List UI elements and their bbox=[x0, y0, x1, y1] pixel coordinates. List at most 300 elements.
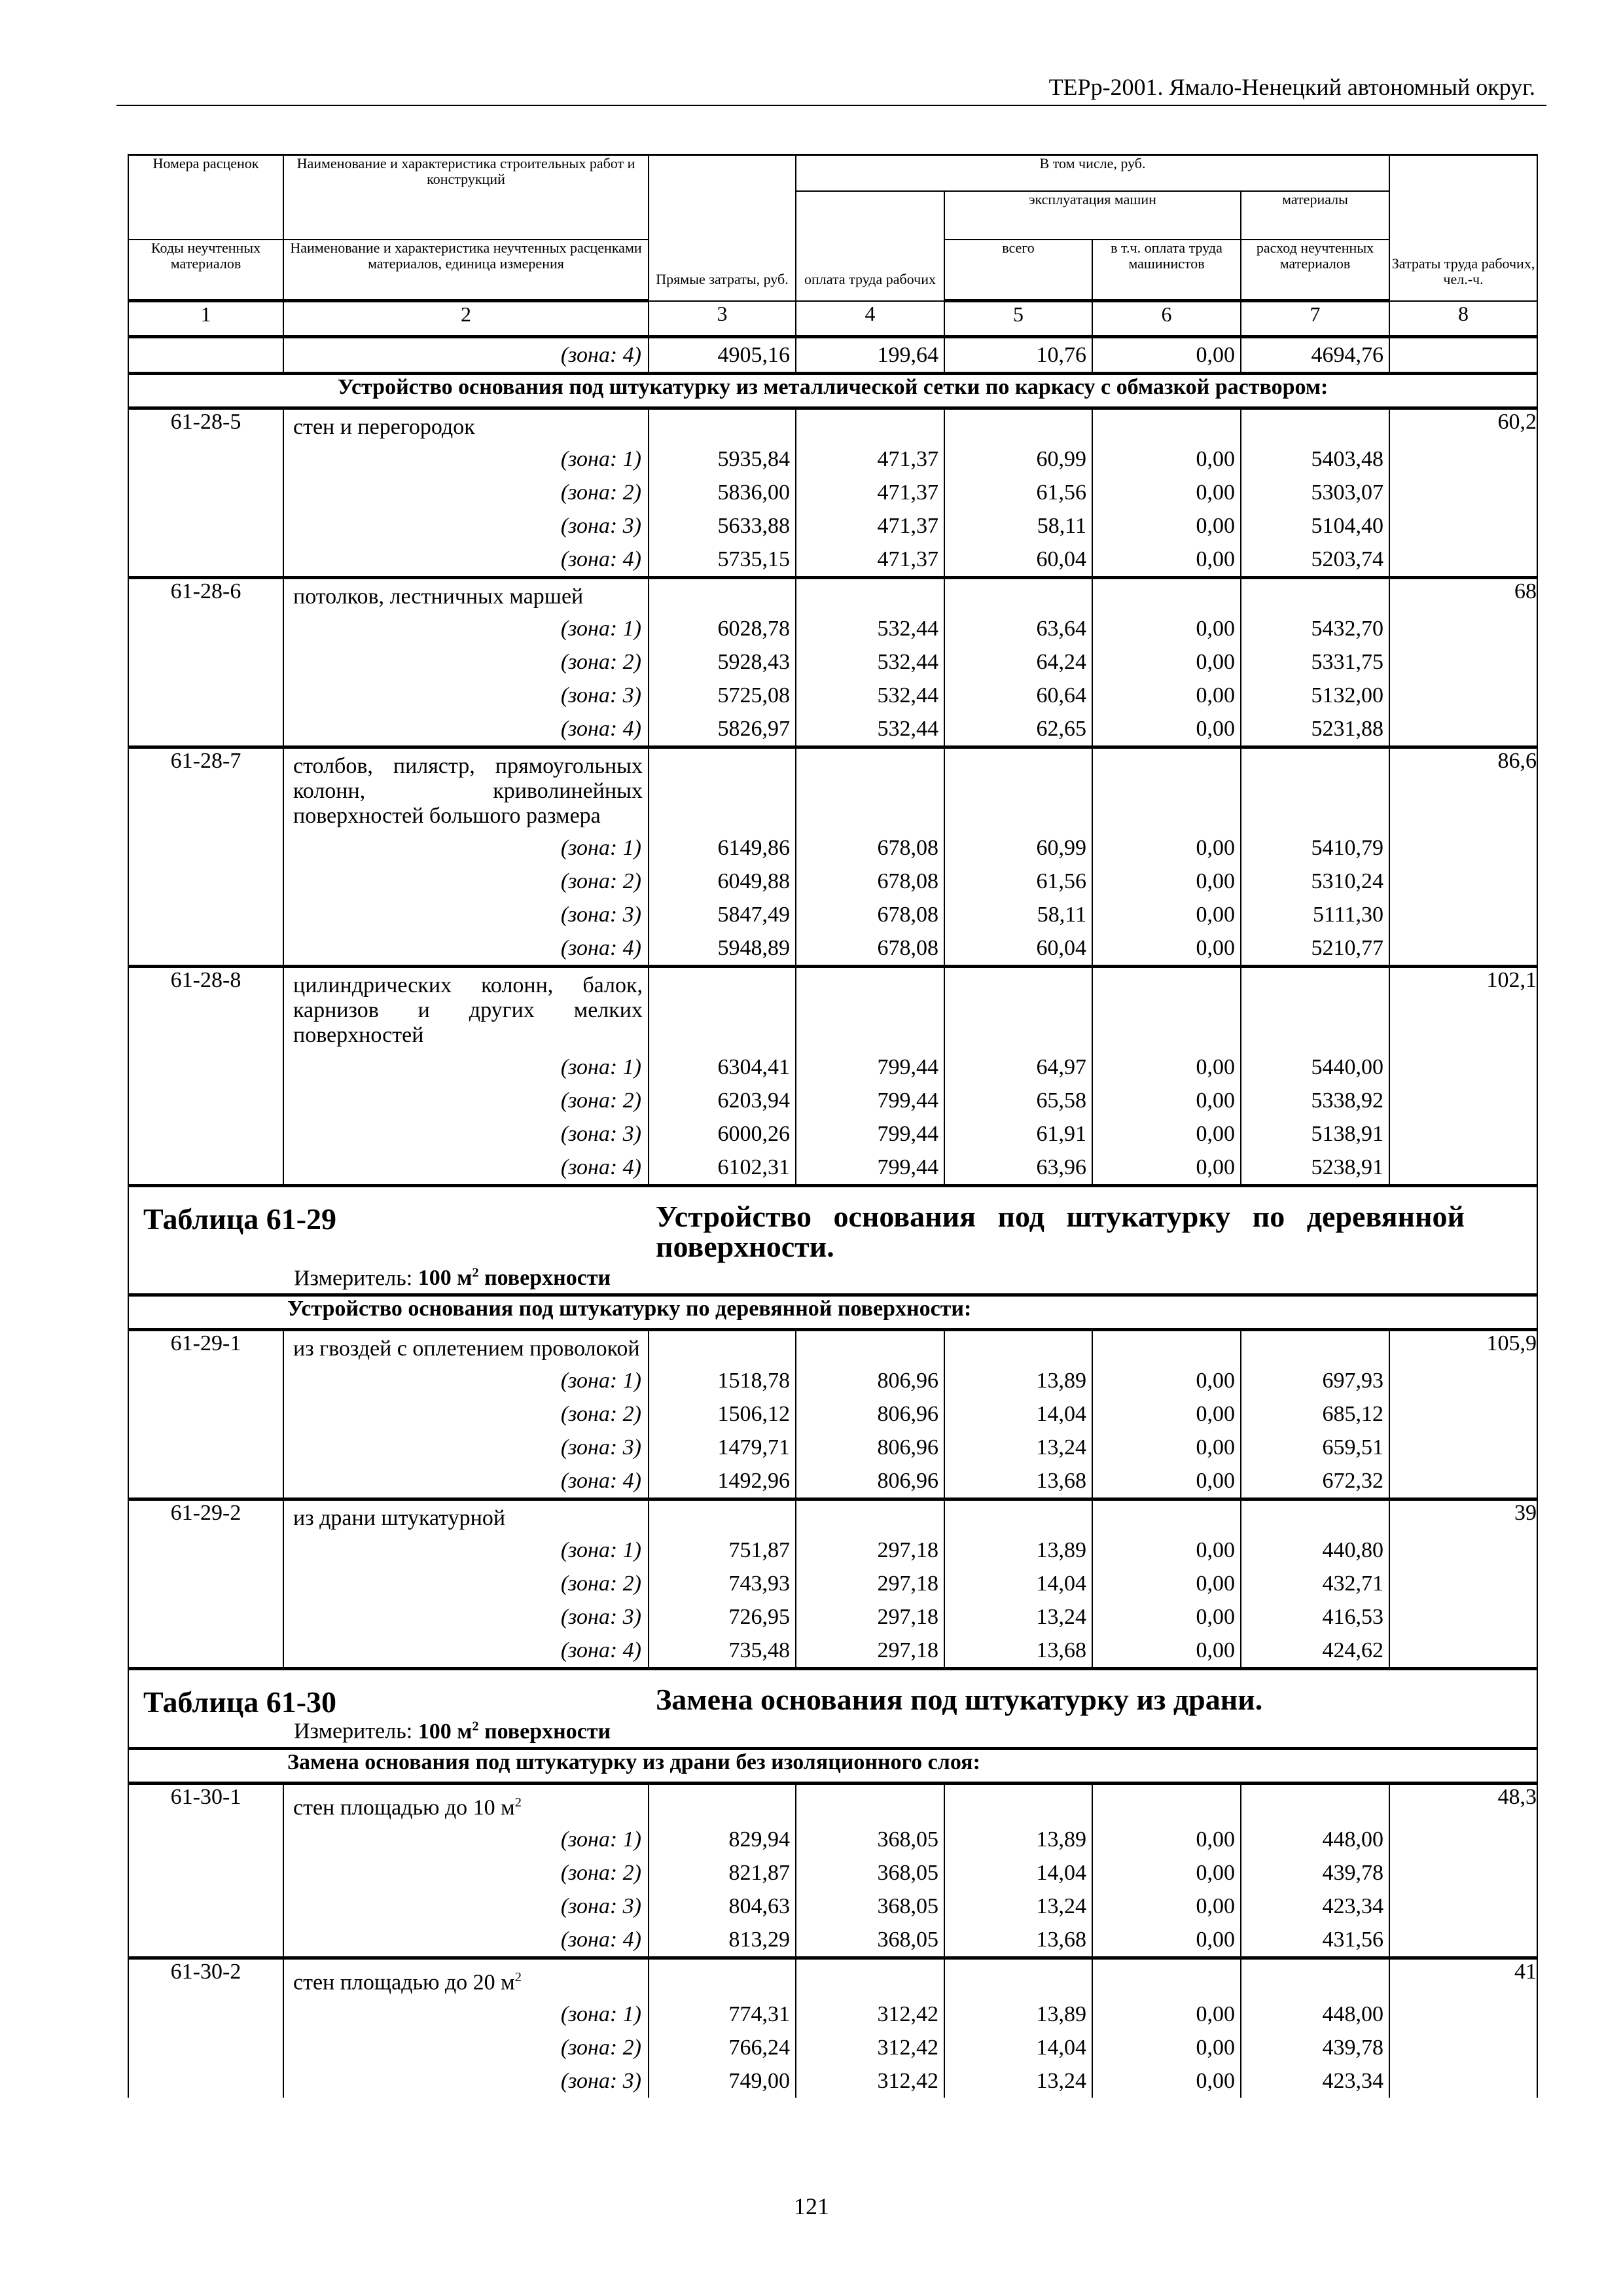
zone-label: (зона: 2) bbox=[560, 869, 641, 893]
machines-total-cell bbox=[944, 337, 1092, 374]
labor-hours: 68 bbox=[1389, 578, 1537, 747]
rate-group-row bbox=[128, 408, 1537, 578]
machinist-pay-cell bbox=[1092, 337, 1241, 374]
rate-description bbox=[284, 968, 648, 1050]
machinist-pay-value: 0,00 bbox=[1196, 514, 1235, 538]
zone-label: (зона: 1) bbox=[560, 1055, 641, 1079]
machines-total-value: 61,91 bbox=[1036, 1122, 1086, 1146]
zone-label: (зона: 3) bbox=[560, 514, 641, 538]
spacer bbox=[1093, 1331, 1240, 1364]
direct-cost-cell bbox=[649, 1499, 796, 1669]
labor-pay-value: 297,18 bbox=[877, 1605, 938, 1630]
materials-cost-value: 448,00 bbox=[1322, 1827, 1384, 1852]
spacer bbox=[945, 1501, 1092, 1534]
labor-pay-value: 532,44 bbox=[877, 717, 938, 741]
rate-description-exponent: 2 bbox=[514, 1795, 522, 1810]
rate-code: 61-30-2 bbox=[128, 1958, 283, 2098]
spacer bbox=[945, 410, 1092, 442]
direct-cost-cell bbox=[649, 1958, 796, 2098]
materials-cost-cell bbox=[1241, 1783, 1389, 1958]
zone-label: (зона: 1) bbox=[560, 1538, 641, 1563]
zone-label: (зона: 1) bbox=[560, 1369, 641, 1393]
machines-total-value: 14,04 bbox=[1036, 1402, 1086, 1427]
header-materials: материалы bbox=[1241, 191, 1389, 240]
machines-total-value: 14,04 bbox=[1036, 1571, 1086, 1596]
spacer bbox=[1093, 1501, 1240, 1534]
labor-pay-value: 678,08 bbox=[877, 836, 938, 860]
section-heading: Устройство основания под штукатурку из металлической сетки по каркасу с обмазкой раствором: bbox=[128, 374, 1537, 408]
rate-description-cell bbox=[283, 967, 649, 1186]
machines-total-cell bbox=[944, 747, 1092, 967]
machines-total-value: 13,24 bbox=[1036, 2068, 1086, 2093]
rate-description-text: стен площадью до 10 м bbox=[293, 1795, 515, 1820]
rate-description-text: стен и перегородок bbox=[293, 415, 475, 439]
machinist-pay-value: 0,00 bbox=[1196, 1827, 1235, 1852]
table-title-block bbox=[129, 1670, 1537, 1746]
labor-pay-cell bbox=[796, 1783, 944, 1958]
rate-description-cell bbox=[283, 747, 649, 967]
machinist-pay-value: 0,00 bbox=[1196, 2001, 1235, 2026]
labor-pay-value: 799,44 bbox=[877, 1088, 938, 1113]
labor-pay-value: 297,18 bbox=[877, 1638, 938, 1663]
materials-cost-value: 697,93 bbox=[1322, 1369, 1384, 1393]
direct-cost-cell bbox=[649, 578, 796, 747]
zone-label: (зона: 2) bbox=[560, 1860, 641, 1885]
machines-total-cell bbox=[944, 578, 1092, 747]
zone-label: (зона: 2) bbox=[560, 2036, 641, 2060]
spacer bbox=[1093, 1785, 1240, 1823]
labor-pay-value: 199,64 bbox=[877, 343, 938, 367]
rate-description bbox=[284, 1331, 648, 1364]
zone-label: (зона: 1) bbox=[560, 447, 641, 471]
column-number: 1 bbox=[128, 301, 283, 337]
rate-description-cell bbox=[283, 1330, 649, 1499]
zone-label: (зона: 4) bbox=[560, 936, 641, 960]
column-number: 3 bbox=[649, 301, 796, 337]
direct-cost-value: 1506,12 bbox=[717, 1402, 790, 1427]
machines-total-value: 60,99 bbox=[1036, 447, 1086, 471]
column-number: 6 bbox=[1092, 301, 1241, 337]
spacer bbox=[796, 1331, 944, 1364]
direct-cost-value: 6049,88 bbox=[717, 869, 790, 893]
direct-cost-value: 6000,26 bbox=[717, 1122, 790, 1146]
machinist-pay-value: 0,00 bbox=[1196, 1927, 1235, 1952]
zone-label: (зона: 4) bbox=[560, 547, 641, 571]
spacer bbox=[945, 1331, 1092, 1364]
table-name: Устройство основания под штукатурку по деревянной поверхности. bbox=[656, 1200, 1465, 1263]
materials-cost-value: 5303,07 bbox=[1311, 480, 1384, 505]
rate-code: 61-28-5 bbox=[128, 408, 283, 578]
measure-unit-text: поверхности bbox=[484, 1719, 611, 1744]
materials-cost-value: 439,78 bbox=[1322, 2035, 1384, 2060]
spacer bbox=[1241, 1960, 1389, 1998]
materials-cost-value: 439,78 bbox=[1322, 1860, 1384, 1885]
labor-pay-cell bbox=[796, 578, 944, 747]
measure-unit bbox=[294, 1715, 1537, 1746]
machines-total-cell bbox=[944, 1783, 1092, 1958]
direct-cost-cell bbox=[649, 337, 796, 374]
materials-cost-value: 5111,30 bbox=[1313, 903, 1384, 927]
rate-description bbox=[284, 749, 648, 831]
spacer bbox=[649, 1960, 795, 1998]
machinist-pay-cell bbox=[1092, 747, 1241, 967]
machinist-pay-value: 0,00 bbox=[1196, 869, 1235, 893]
header-labor-costs: Затраты труда рабочих, чел.-ч. bbox=[1389, 155, 1537, 301]
rate-description-cell bbox=[283, 578, 649, 747]
direct-cost-value: 751,87 bbox=[728, 1538, 790, 1563]
spacer bbox=[1241, 579, 1389, 612]
measure-value-group bbox=[418, 1266, 611, 1290]
rate-code: 61-28-6 bbox=[128, 578, 283, 747]
materials-cost-value: 5138,91 bbox=[1311, 1122, 1384, 1146]
materials-cost-cell bbox=[1241, 1330, 1389, 1499]
machines-total-value: 58,11 bbox=[1037, 514, 1086, 538]
direct-cost-value: 5935,84 bbox=[717, 447, 790, 471]
materials-cost-value: 5403,48 bbox=[1311, 447, 1384, 471]
labor-pay-cell bbox=[796, 747, 944, 967]
spacer bbox=[796, 1501, 944, 1534]
machinist-pay-value: 0,00 bbox=[1196, 480, 1235, 505]
spacer bbox=[1241, 1331, 1389, 1364]
materials-cost-value: 5410,79 bbox=[1311, 836, 1384, 860]
table-header bbox=[128, 155, 1537, 301]
labor-pay-value: 368,05 bbox=[877, 1893, 938, 1918]
labor-pay-value: 471,37 bbox=[877, 547, 938, 571]
labor-pay-value: 806,96 bbox=[877, 1469, 938, 1494]
materials-cost-value: 424,62 bbox=[1322, 1638, 1384, 1663]
machines-total-value: 60,04 bbox=[1036, 547, 1086, 571]
spacer bbox=[796, 1960, 944, 1998]
machinist-pay-value: 0,00 bbox=[1196, 1638, 1235, 1663]
spacer bbox=[796, 749, 944, 831]
rate-description-text: из драни штукатурной bbox=[293, 1506, 506, 1531]
machines-total-value: 64,97 bbox=[1036, 1055, 1086, 1079]
rate-description-exponent: 2 bbox=[514, 1969, 522, 1984]
section-heading: Замена основания под штукатурку из драни без изоляционного слоя: bbox=[128, 1748, 1537, 1783]
rate-description-cell bbox=[283, 1499, 649, 1669]
zone-label: (зона: 2) bbox=[560, 650, 641, 674]
machines-total-value: 60,04 bbox=[1036, 936, 1086, 960]
labor-pay-value: 368,05 bbox=[877, 1860, 938, 1885]
machines-total-value: 14,04 bbox=[1036, 1860, 1086, 1885]
labor-pay-value: 312,42 bbox=[877, 2068, 938, 2093]
spacer bbox=[1241, 1785, 1389, 1823]
rate-code bbox=[128, 337, 283, 374]
machinist-pay-cell bbox=[1092, 1783, 1241, 1958]
measure-value: 100 м bbox=[418, 1719, 473, 1744]
machinist-pay-cell bbox=[1092, 1499, 1241, 1669]
materials-cost-cell bbox=[1241, 967, 1389, 1186]
zone-label: (зона: 3) bbox=[560, 683, 641, 708]
column-number: 2 bbox=[283, 301, 649, 337]
measure-label: Измеритель: bbox=[294, 1266, 413, 1291]
header-machinist-pay: в т.ч. оплата труда машинистов bbox=[1092, 240, 1241, 301]
machinist-pay-value: 0,00 bbox=[1196, 1435, 1235, 1460]
zone-label: (зона: 3) bbox=[560, 1893, 641, 1918]
direct-cost-value: 5847,49 bbox=[717, 903, 790, 927]
direct-cost-value: 5725,08 bbox=[717, 683, 790, 708]
machinist-pay-value: 0,00 bbox=[1196, 1402, 1235, 1427]
table-title-cell bbox=[128, 1186, 1537, 1295]
direct-cost-value: 1492,96 bbox=[717, 1469, 790, 1494]
rate-group-row bbox=[128, 337, 1537, 374]
machinist-pay-value: 0,00 bbox=[1196, 1155, 1235, 1179]
materials-cost-value: 672,32 bbox=[1322, 1469, 1384, 1494]
machinist-pay-value: 0,00 bbox=[1196, 903, 1235, 927]
direct-cost-value: 5826,97 bbox=[717, 717, 790, 741]
labor-pay-value: 806,96 bbox=[877, 1369, 938, 1393]
labor-pay-value: 297,18 bbox=[877, 1571, 938, 1596]
materials-cost-value: 5210,77 bbox=[1311, 936, 1384, 960]
table-number: Таблица 61-29 bbox=[143, 1202, 337, 1236]
zone-label: (зона: 1) bbox=[560, 836, 641, 860]
rate-description bbox=[284, 1501, 648, 1534]
labor-pay-value: 368,05 bbox=[877, 1927, 938, 1952]
zone-label: (зона: 3) bbox=[560, 1605, 641, 1630]
labor-hours: 41 bbox=[1389, 1958, 1537, 2098]
machines-total-cell bbox=[944, 1499, 1092, 1669]
zone-label: (зона: 3) bbox=[560, 903, 641, 927]
materials-cost-value: 5231,88 bbox=[1311, 717, 1384, 741]
materials-cost-value: 440,80 bbox=[1322, 1538, 1384, 1563]
materials-cost-value: 423,34 bbox=[1322, 1893, 1384, 1918]
labor-pay-value: 532,44 bbox=[877, 617, 938, 641]
direct-cost-value: 1479,71 bbox=[717, 1435, 790, 1460]
labor-pay-cell bbox=[796, 1499, 944, 1669]
machinist-pay-value: 0,00 bbox=[1196, 343, 1235, 367]
materials-cost-value: 4694,76 bbox=[1311, 343, 1384, 367]
rate-code: 61-29-2 bbox=[128, 1499, 283, 1669]
rate-group-row bbox=[128, 1330, 1537, 1499]
column-numbers bbox=[128, 301, 1537, 337]
rate-code: 61-28-8 bbox=[128, 967, 283, 1186]
labor-pay-value: 806,96 bbox=[877, 1435, 938, 1460]
column-number: 7 bbox=[1241, 301, 1389, 337]
direct-cost-value: 6028,78 bbox=[717, 617, 790, 641]
machines-total-value: 13,24 bbox=[1036, 1435, 1086, 1460]
labor-pay-value: 678,08 bbox=[877, 903, 938, 927]
labor-pay-value: 532,44 bbox=[877, 650, 938, 674]
header-rule bbox=[116, 105, 1546, 106]
machines-total-value: 14,04 bbox=[1036, 2035, 1086, 2060]
materials-cost-cell bbox=[1241, 578, 1389, 747]
labor-pay-value: 799,44 bbox=[877, 1122, 938, 1146]
spacer bbox=[1093, 749, 1240, 831]
machinist-pay-value: 0,00 bbox=[1196, 447, 1235, 471]
labor-pay-value: 799,44 bbox=[877, 1055, 938, 1079]
machines-total-value: 61,56 bbox=[1036, 480, 1086, 505]
machinist-pay-value: 0,00 bbox=[1196, 1122, 1235, 1146]
spacer bbox=[1093, 968, 1240, 1050]
labor-pay-value: 678,08 bbox=[877, 869, 938, 893]
labor-pay-cell bbox=[796, 337, 944, 374]
direct-cost-value: 6203,94 bbox=[717, 1088, 790, 1113]
spacer bbox=[649, 579, 795, 612]
table-name: Замена основания под штукатурку из драни. bbox=[656, 1683, 1263, 1717]
measure-exponent: 2 bbox=[472, 1719, 479, 1734]
machines-total-value: 60,64 bbox=[1036, 683, 1086, 708]
materials-cost-value: 423,34 bbox=[1322, 2068, 1384, 2093]
direct-cost-value: 804,63 bbox=[728, 1893, 790, 1918]
zone-label: (зона: 1) bbox=[560, 1827, 641, 1852]
machinist-pay-cell bbox=[1092, 1958, 1241, 2098]
labor-pay-value: 532,44 bbox=[877, 683, 938, 708]
header-material-name: Наименование и характеристика неучтенных расценками материалов, единица измерения bbox=[283, 240, 649, 301]
spacer bbox=[945, 1960, 1092, 1998]
rate-description-cell bbox=[283, 1958, 649, 2098]
machines-total-value: 13,24 bbox=[1036, 1893, 1086, 1918]
header-unaccounted-materials: расход неучтенных материалов bbox=[1241, 240, 1389, 301]
labor-hours: 48,3 bbox=[1389, 1783, 1537, 1958]
materials-cost-cell bbox=[1241, 747, 1389, 967]
labor-pay-value: 471,37 bbox=[877, 447, 938, 471]
rate-group-row bbox=[128, 1499, 1537, 1669]
measure-value: 100 м bbox=[418, 1266, 473, 1291]
machinist-pay-value: 0,00 bbox=[1196, 2035, 1235, 2060]
machines-total-value: 63,64 bbox=[1036, 617, 1086, 641]
direct-cost-cell bbox=[649, 1783, 796, 1958]
table-title-row bbox=[128, 1669, 1537, 1748]
machines-total-cell bbox=[944, 408, 1092, 578]
zone-label: (зона: 1) bbox=[560, 2002, 641, 2027]
zone-label: (зона: 3) bbox=[560, 1122, 641, 1146]
direct-cost-value: 5928,43 bbox=[717, 650, 790, 674]
header-work-name: Наименование и характеристика строительных работ и конструкций bbox=[283, 155, 649, 240]
spacer bbox=[649, 1331, 795, 1364]
machinist-pay-value: 0,00 bbox=[1196, 1605, 1235, 1630]
spacer bbox=[649, 410, 795, 442]
materials-cost-cell bbox=[1241, 408, 1389, 578]
zone-label: (зона: 2) bbox=[560, 1571, 641, 1596]
header-machines-total: всего bbox=[944, 240, 1092, 301]
zone-label: (зона: 2) bbox=[560, 1402, 641, 1427]
section-heading-row bbox=[128, 374, 1537, 408]
rate-description-text: из гвоздей с оплетением проволокой bbox=[293, 1336, 640, 1361]
machines-total-value: 64,24 bbox=[1036, 650, 1086, 674]
rate-description-text: потолков, лестничных маршей bbox=[293, 584, 584, 609]
machinist-pay-value: 0,00 bbox=[1196, 836, 1235, 860]
machinist-pay-value: 0,00 bbox=[1196, 1088, 1235, 1113]
direct-cost-value: 766,24 bbox=[728, 2035, 790, 2060]
machinist-pay-cell bbox=[1092, 1330, 1241, 1499]
direct-cost-value: 5735,15 bbox=[717, 547, 790, 571]
machines-total-value: 63,96 bbox=[1036, 1155, 1086, 1179]
table-title-block bbox=[129, 1187, 1537, 1293]
direct-cost-value: 1518,78 bbox=[717, 1369, 790, 1393]
machinist-pay-value: 0,00 bbox=[1196, 650, 1235, 674]
spacer bbox=[649, 749, 795, 831]
labor-pay-value: 297,18 bbox=[877, 1538, 938, 1563]
machines-total-value: 13,89 bbox=[1036, 1827, 1086, 1852]
materials-cost-value: 685,12 bbox=[1322, 1402, 1384, 1427]
labor-pay-value: 799,44 bbox=[877, 1155, 938, 1179]
machines-total-value: 10,76 bbox=[1036, 343, 1086, 367]
header-including: В том числе, руб. bbox=[796, 155, 1389, 191]
rate-description bbox=[284, 1785, 648, 1823]
machines-total-value: 13,68 bbox=[1036, 1927, 1086, 1952]
labor-pay-value: 471,37 bbox=[877, 514, 938, 538]
rate-description-text: столбов, пилястр, прямоугольных колонн, криволинейных поверхностей большого размера bbox=[293, 754, 643, 828]
machinist-pay-value: 0,00 bbox=[1196, 717, 1235, 741]
rate-group-row bbox=[128, 747, 1537, 967]
materials-cost-value: 5203,74 bbox=[1311, 547, 1384, 571]
labor-hours: 105,9 bbox=[1389, 1330, 1537, 1499]
labor-hours bbox=[1389, 337, 1537, 374]
labor-hours: 39 bbox=[1389, 1499, 1537, 1669]
spacer bbox=[649, 968, 795, 1050]
materials-cost-value: 659,51 bbox=[1322, 1435, 1384, 1460]
materials-cost-value: 431,56 bbox=[1322, 1927, 1384, 1952]
measure-exponent: 2 bbox=[472, 1266, 479, 1280]
machines-total-value: 13,89 bbox=[1036, 1369, 1086, 1393]
direct-cost-value: 774,31 bbox=[728, 2001, 790, 2026]
spacer bbox=[796, 968, 944, 1050]
measure-unit bbox=[294, 1262, 1537, 1293]
labor-pay-value: 678,08 bbox=[877, 936, 938, 960]
labor-pay-value: 471,37 bbox=[877, 480, 938, 505]
running-head: ТЕРр-2001. Ямало-Ненецкий автономный округ. bbox=[1048, 74, 1535, 100]
zone-label: (зона: 2) bbox=[560, 480, 641, 505]
materials-cost-value: 5238,91 bbox=[1311, 1155, 1384, 1179]
materials-cost-cell bbox=[1241, 1958, 1389, 2098]
rate-description-cell bbox=[283, 1783, 649, 1958]
machines-total-value: 58,11 bbox=[1037, 903, 1086, 927]
labor-pay-value: 368,05 bbox=[877, 1827, 938, 1852]
direct-cost-cell bbox=[649, 747, 796, 967]
table-number: Таблица 61-30 bbox=[143, 1685, 337, 1719]
spacer bbox=[796, 579, 944, 612]
direct-cost-cell bbox=[649, 1330, 796, 1499]
rate-description-text: цилиндрических колонн, балок, карнизов и других мелких поверхностей bbox=[293, 973, 643, 1047]
machinist-pay-value: 0,00 bbox=[1196, 617, 1235, 641]
machinist-pay-value: 0,00 bbox=[1196, 1860, 1235, 1885]
spacer bbox=[1241, 968, 1389, 1050]
machines-total-value: 13,68 bbox=[1036, 1638, 1086, 1663]
machinist-pay-value: 0,00 bbox=[1196, 683, 1235, 708]
materials-cost-value: 432,71 bbox=[1322, 1571, 1384, 1596]
rate-group-row bbox=[128, 578, 1537, 747]
materials-cost-value: 5132,00 bbox=[1311, 683, 1384, 708]
machines-total-cell bbox=[944, 1958, 1092, 2098]
zone-label: (зона: 4) bbox=[560, 1469, 641, 1494]
materials-cost-value: 448,00 bbox=[1322, 2001, 1384, 2026]
labor-pay-cell bbox=[796, 1958, 944, 2098]
machinist-pay-value: 0,00 bbox=[1196, 1469, 1235, 1494]
measure-label: Измеритель: bbox=[294, 1719, 413, 1744]
spacer bbox=[649, 1501, 795, 1534]
machinist-pay-cell bbox=[1092, 578, 1241, 747]
rates-table bbox=[128, 154, 1538, 2098]
labor-pay-cell bbox=[796, 1330, 944, 1499]
direct-cost-value: 813,29 bbox=[728, 1927, 790, 1952]
materials-cost-value: 416,53 bbox=[1322, 1605, 1384, 1630]
direct-cost-value: 829,94 bbox=[728, 1827, 790, 1852]
machines-total-cell bbox=[944, 967, 1092, 1186]
rate-code: 61-28-7 bbox=[128, 747, 283, 967]
zone-label: (зона: 3) bbox=[560, 1435, 641, 1460]
spacer bbox=[649, 1785, 795, 1823]
spacer bbox=[945, 579, 1092, 612]
rate-description-cell bbox=[283, 337, 649, 374]
rate-group-row bbox=[128, 1783, 1537, 1958]
rate-description-cell bbox=[283, 408, 649, 578]
machinist-pay-value: 0,00 bbox=[1196, 1055, 1235, 1079]
labor-hours: 102,1 bbox=[1389, 967, 1537, 1186]
labor-pay-cell bbox=[796, 967, 944, 1186]
header-direct-costs: Прямые затраты, руб. bbox=[649, 155, 796, 301]
machinist-pay-value: 0,00 bbox=[1196, 936, 1235, 960]
materials-cost-value: 5104,40 bbox=[1311, 514, 1384, 538]
